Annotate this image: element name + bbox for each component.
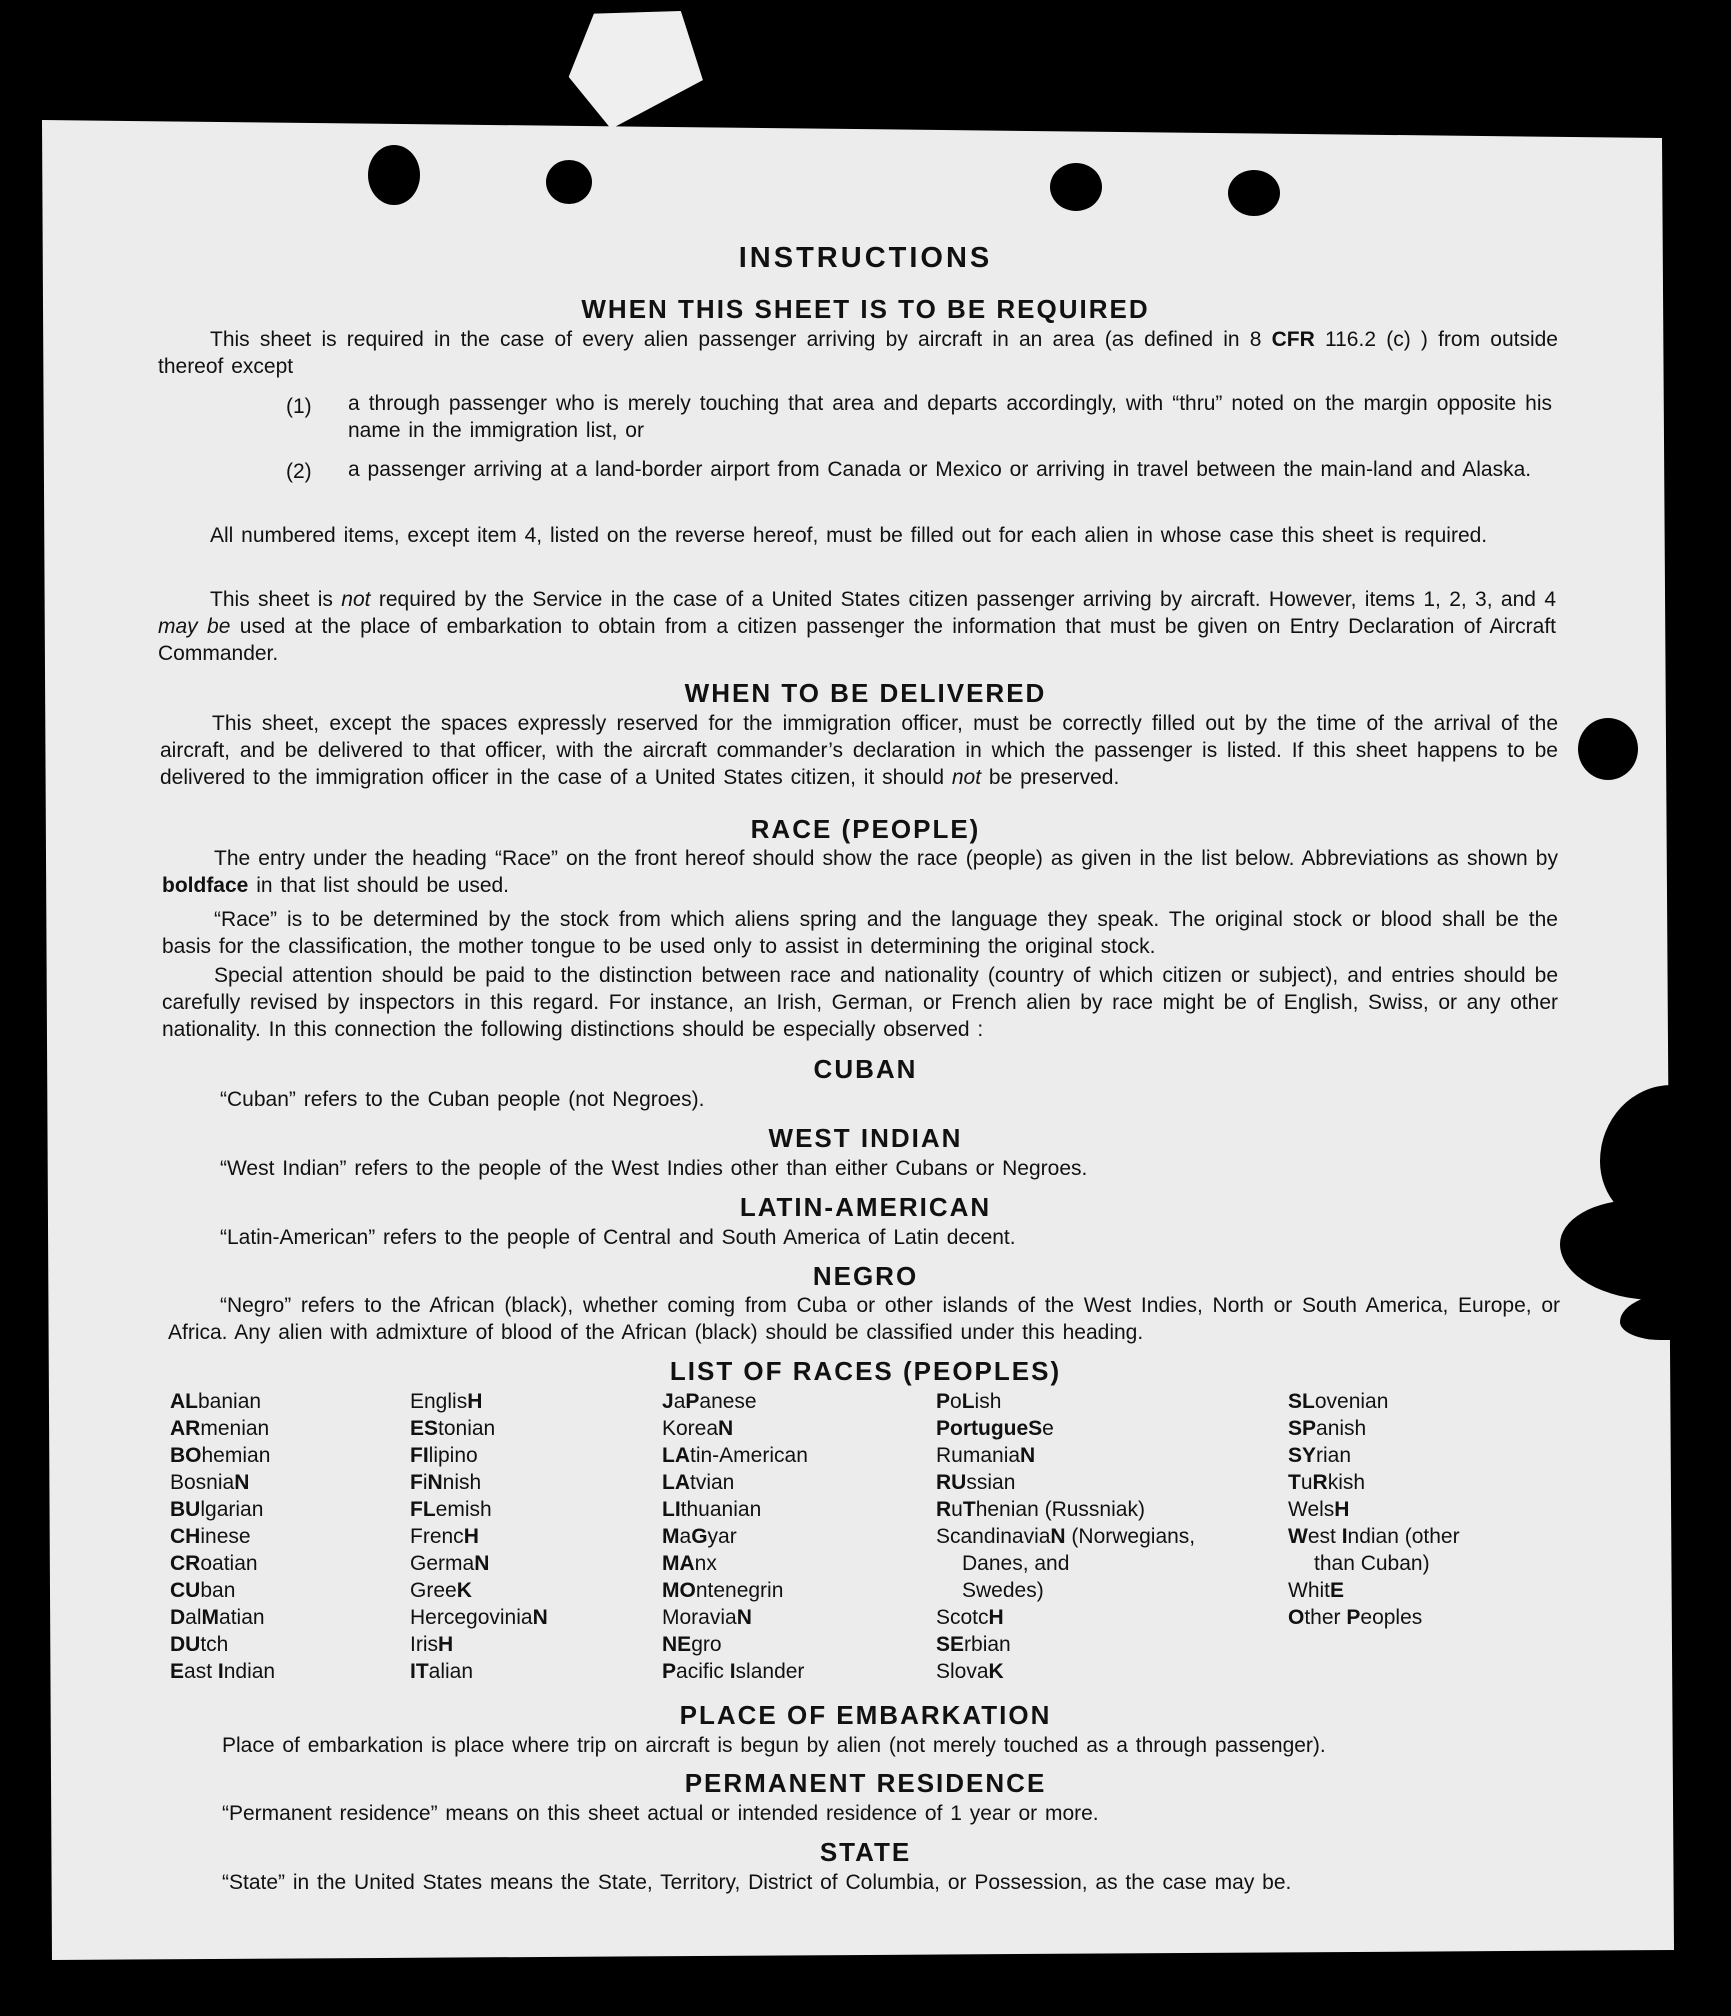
west-indian-text: “West Indian” refers to the people of the West Indies other than either Cubans or Negroes. <box>220 1157 1088 1180</box>
race-list-item: SErbian <box>936 1633 1011 1656</box>
race-list-item: IrisH <box>410 1633 454 1656</box>
heading-state: STATE <box>819 1837 912 1867</box>
heading-west-indian: WEST INDIAN <box>768 1123 963 1153</box>
race-list-column-5 <box>1288 1388 1460 1631</box>
race-list-column-4 <box>936 1388 1195 1685</box>
race-list-item: EnglisH <box>410 1390 483 1413</box>
race-list-item: PortugueSe <box>936 1417 1054 1440</box>
race-list-item: than Cuban) <box>1314 1552 1430 1575</box>
race-list-item: ARmenian <box>170 1417 270 1440</box>
race-list-item: LAtvian <box>662 1471 735 1494</box>
race-list-column-3 <box>662 1388 808 1685</box>
heading-latin-american: LATIN-AMERICAN <box>739 1192 992 1222</box>
race-list-item: DalMatian <box>170 1606 265 1629</box>
race-list-item: ITalian <box>410 1660 474 1683</box>
race-list-item: RuThenian (Russniak) <box>936 1498 1145 1521</box>
race-list-item: CRoatian <box>170 1552 258 1575</box>
race-list-item: ALbanian <box>170 1390 262 1413</box>
race-list-item: EStonian <box>410 1417 496 1440</box>
race-list-item: BUlgarian <box>170 1498 264 1521</box>
state-text: “State” in the United States means the State, Territory, District of Columbia, or Possession, as the case may be. <box>222 1871 1292 1894</box>
heading-negro: NEGRO <box>812 1261 919 1291</box>
item-1-text: a through passenger who is merely touching that area and departs accordingly, with “thru” noted on the margin opposite his name in the immigration list, or <box>348 392 1552 442</box>
race-list-item: NEgro <box>662 1633 722 1656</box>
citizen-note: This sheet is not required by the Service in the case of a United States citizen passenger arriving by aircraft. However, items 1, 2, 3, and 4 may be used at the place of embarkation to obtain from a citizen passenger the information that must be given on Entry Declaration of Aircraft Commander. <box>158 588 1556 665</box>
latin-american-text: “Latin-American” refers to the people of Central and South America of Latin decent. <box>220 1226 1016 1249</box>
race-list-item: SYrian <box>1288 1444 1352 1467</box>
race-list-item: BosniaN <box>170 1471 250 1494</box>
numbered-items-note: All numbered items, except item 4, listed on the reverse hereof, must be filled out for each alien in whose case this sheet is required. <box>210 524 1488 547</box>
race-list-item: LIthuanian <box>662 1498 762 1521</box>
race-paragraph-1: The entry under the heading “Race” on the front hereof should show the race (people) as given in the list below. Abbreviations as shown by boldface in that list should be used. <box>162 847 1558 897</box>
race-list-item: Swedes) <box>962 1579 1044 1602</box>
race-list-item: TuRkish <box>1288 1471 1366 1494</box>
race-list-item: JaPanese <box>662 1390 757 1413</box>
heading-list-of-races: LIST OF RACES (PEOPLES) <box>669 1356 1062 1386</box>
race-paragraph-2: “Race” is to be determined by the stock from which aliens spring and the language they speak. The original stock or blood shall be the basis for the classification, the mother tongue to be used only to assist in determining the original stock. <box>162 908 1558 958</box>
race-list-item: CHinese <box>170 1525 251 1548</box>
race-list-item: ScotcH <box>936 1606 1004 1629</box>
race-list-item: MaGyar <box>662 1525 737 1548</box>
race-list-item: East Indian <box>170 1660 276 1683</box>
cuban-text: “Cuban” refers to the Cuban people (not Negroes). <box>220 1088 705 1111</box>
race-list-item: Pacific Islander <box>662 1660 805 1683</box>
heading-permanent-residence: PERMANENT RESIDENCE <box>684 1768 1047 1798</box>
embarkation-text: Place of embarkation is place where trip on aircraft is begun by alien (not merely touched as a through passenger). <box>222 1734 1326 1757</box>
heading-required: WHEN THIS SHEET IS TO BE REQUIRED <box>581 294 1150 324</box>
race-list-item: FrencH <box>410 1525 479 1548</box>
heading-delivered: WHEN TO BE DELIVERED <box>684 678 1047 708</box>
race-list-item: DUtch <box>170 1633 229 1656</box>
permanent-residence-text: “Permanent residence” means on this sheet actual or intended residence of 1 year or more. <box>222 1802 1099 1825</box>
delivered-text: This sheet, except the spaces expressly reserved for the immigration officer, must be correctly filled out by the time of the arrival of the aircraft, and be delivered to that officer, with the aircraft commander’s declaration in which the passenger is listed. If this sheet happens to be delivered to the immigration officer in the case of a United States citizen, it should not be preserved. <box>160 712 1558 789</box>
race-list-item: KoreaN <box>662 1417 734 1440</box>
race-list-item: RumaniaN <box>936 1444 1036 1467</box>
heading-race: RACE (PEOPLE) <box>750 814 981 844</box>
required-intro: This sheet is required in the case of every alien passenger arriving by aircraft in an area (as defined in 8 CFR 116.2 (c) ) from outside thereof except <box>158 328 1558 378</box>
page-title: INSTRUCTIONS <box>738 242 993 274</box>
race-list-item: WhitE <box>1288 1579 1345 1602</box>
race-list-column-1 <box>170 1388 275 1685</box>
heading-embarkation: PLACE OF EMBARKATION <box>679 1700 1052 1730</box>
negro-text: “Negro” refers to the African (black), whether coming from Cuba or other islands of the West Indies, North or South America, Europe, or Africa. Any alien with admixture of blood of the African (black) should be classified under this heading. <box>168 1294 1560 1344</box>
race-list-item: FiNnish <box>410 1471 482 1494</box>
race-list-item: WelsH <box>1288 1498 1350 1521</box>
item-2-number: (2) <box>286 460 312 483</box>
race-list-item: SlovaK <box>936 1660 1004 1683</box>
race-list-item: SPanish <box>1288 1417 1367 1440</box>
race-list-item: Other Peoples <box>1288 1606 1423 1629</box>
race-list-item: West Indian (other <box>1288 1525 1460 1548</box>
race-list-item: LAtin-American <box>662 1444 808 1467</box>
race-list-item: SLovenian <box>1288 1390 1389 1413</box>
item-2-text: a passenger arriving at a land-border airport from Canada or Mexico or arriving in travel between the main-land and Alaska. <box>348 458 1532 481</box>
race-list-column-2 <box>410 1388 548 1685</box>
race-list-item: BOhemian <box>170 1444 271 1467</box>
race-list-item: RUssian <box>936 1471 1016 1494</box>
race-list-item: MoraviaN <box>662 1606 752 1629</box>
race-list-item: PoLish <box>936 1390 1002 1413</box>
race-list-item: MOntenegrin <box>662 1579 784 1602</box>
race-list-item: GermaN <box>410 1552 490 1575</box>
race-list-item: MAnx <box>662 1552 717 1575</box>
race-list-item: ScandinaviaN (Norwegians, <box>936 1525 1196 1548</box>
item-1-number: (1) <box>286 395 312 418</box>
race-paragraph-3: Special attention should be paid to the distinction between race and nationality (country of which citizen or subject), and entries should be carefully revised by inspectors in this regard. For instance, an Irish, German, or French alien by race might be of English, Swiss, or any other nationality. In this connection the following distinctions should be especially observed : <box>162 964 1558 1041</box>
race-list-item: GreeK <box>410 1579 472 1602</box>
heading-cuban: CUBAN <box>813 1054 918 1084</box>
race-list-item: HercegoviniaN <box>410 1606 548 1629</box>
race-list-item: FIlipino <box>410 1444 478 1467</box>
race-list-item: CUban <box>170 1579 236 1602</box>
race-list-item: Danes, and <box>962 1552 1070 1575</box>
race-list-item: FLemish <box>410 1498 492 1521</box>
